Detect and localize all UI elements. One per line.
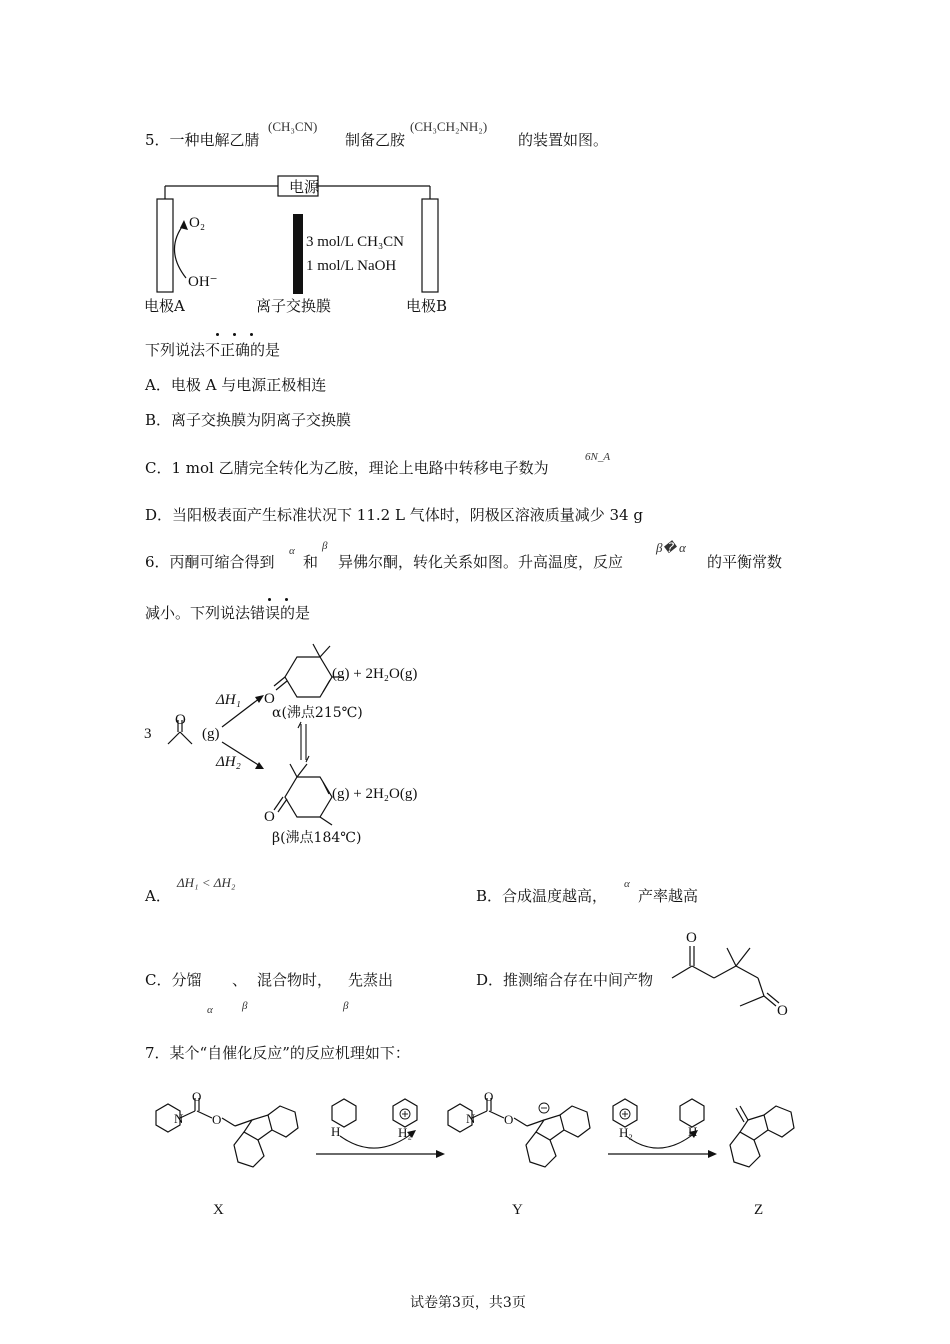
x-carbonyl-oxygen: O [192, 1089, 202, 1104]
q5-option-d: D．当阳极表面产生标准状况下 11.2 L 气体时，阴极区溶液质量减少 34 g [145, 506, 643, 524]
q6-option-c-beta-1: β [242, 1000, 248, 1012]
q5-stem-start: 5．一种电解乙腈 [145, 131, 260, 149]
alpha-boiling-label: α(沸点215℃) [272, 705, 363, 721]
q6-option-c-middle: 混合物时， [257, 971, 333, 989]
intermediate-oxygen-2: O [777, 1003, 788, 1019]
q6-stem-end: 减小。下列说法错误的是 [145, 604, 311, 622]
solution-line-2: 1 mol/L NaOH [306, 258, 397, 274]
q6-option-c-suffix: 先蒸出 [348, 971, 394, 989]
acetonitrile-formula: (CH₃CN) [268, 119, 318, 134]
acetone-oxygen: O [175, 712, 186, 728]
q5-stem-mid: 制备乙胺 [345, 131, 406, 149]
label-z: Z [754, 1202, 764, 1218]
solution-line-1: 3 mol/L CH₃CN [306, 234, 405, 250]
q5-stem-end: 的装置如图。 [518, 131, 609, 149]
page-footer: 试卷第3页，共3页 [410, 1295, 526, 1311]
avogadro-formula: 6N_A [585, 451, 611, 463]
beta-boiling-label: β(沸点184℃) [272, 830, 362, 846]
q6-stem-mid: 异佛尔酮，转化关系如图。升高温度，反应 [338, 553, 624, 571]
beta-product-tail: (g) + 2H₂O(g) [332, 786, 418, 802]
emphasis-dot [250, 333, 253, 336]
beta-oxygen: O [264, 809, 275, 825]
electrode-b-label: 电极B [406, 297, 448, 315]
delta-h2-label: ΔH₂ [216, 754, 241, 770]
y-nitrogen: N [466, 1111, 476, 1126]
alpha-symbol: α [289, 545, 295, 557]
x-ester-oxygen: O [212, 1112, 222, 1127]
q6-and: 和 [303, 553, 319, 571]
q6-option-c-alpha: α [207, 1004, 213, 1016]
q5-option-c: C．1 mol 乙腈完全转化为乙胺，理论上电路中转移电子数为 [145, 459, 549, 477]
electrode-a-plate [157, 199, 173, 292]
piperidinium-h2: H₂ [398, 1125, 412, 1140]
q6-option-c-separator: 、 [232, 971, 248, 989]
o2-label: O₂ [189, 215, 206, 231]
q6-stem-after: 的平衡常数 [707, 553, 783, 571]
ion-exchange-membrane-bar [293, 214, 303, 294]
ethylamine-formula: (CH₃CH₂NH₂) [410, 119, 488, 134]
acetone-coefficient: 3 [144, 726, 152, 742]
q5-question: 下列说法不正确的是 [145, 341, 281, 359]
q5-option-b: B．离子交换膜为阴离子交换膜 [145, 411, 352, 429]
q7-stem: 7．某个“自催化反应”的反应机理如下： [145, 1044, 410, 1062]
acetone-gas-state: (g) [202, 726, 220, 742]
equilibrium-reaction: β� α [656, 540, 686, 555]
label-x: X [213, 1202, 224, 1218]
q6-option-d: D．推测缩合存在中间产物 [476, 971, 654, 989]
alpha-oxygen: O [264, 691, 275, 707]
piperidine-h-2: H [688, 1124, 698, 1139]
power-supply-label: 电源 [289, 180, 320, 196]
x-nitrogen: N [174, 1111, 184, 1126]
hydroxide-label: OH⁻ [188, 274, 218, 290]
electrode-b-plate [422, 199, 438, 292]
emphasis-dot [216, 333, 219, 336]
alpha-product-tail: (g) + 2H₂O(g) [332, 666, 418, 682]
piperidine-h: H [331, 1124, 341, 1139]
q6-stem-start: 6．丙酮可缩合得到 [145, 553, 275, 571]
delta-h1-label: ΔH₁ [216, 692, 241, 708]
label-y: Y [512, 1202, 523, 1218]
q6-option-a-prefix: A． [145, 887, 171, 905]
q6-option-a-formula: ΔH₁ < ΔH₂ [177, 875, 236, 890]
q5-option-a: A．电极 A 与电源正极相连 [145, 376, 327, 394]
mechanism-scheme [140, 1070, 820, 1195]
y-ester-oxygen: O [504, 1112, 514, 1127]
membrane-label: 离子交换膜 [256, 297, 332, 315]
piperidinium-h2-2: H₂ [619, 1125, 633, 1140]
q6-option-c-prefix: C．分馏 [145, 971, 202, 989]
emphasis-dot [285, 598, 288, 601]
intermediate-oxygen-1: O [686, 930, 697, 946]
emphasis-dot [233, 333, 236, 336]
y-carbonyl-oxygen: O [484, 1089, 494, 1104]
emphasis-dot [268, 598, 271, 601]
electrode-a-label: 电极A [144, 297, 185, 315]
beta-symbol: β [322, 540, 328, 552]
q6-option-c-beta-2: β [343, 1000, 349, 1012]
q6-option-b-alpha: α [624, 878, 630, 890]
q6-option-b-suffix: 产率越高 [638, 887, 699, 905]
q6-option-b-prefix: B．合成温度越高， [476, 887, 608, 905]
